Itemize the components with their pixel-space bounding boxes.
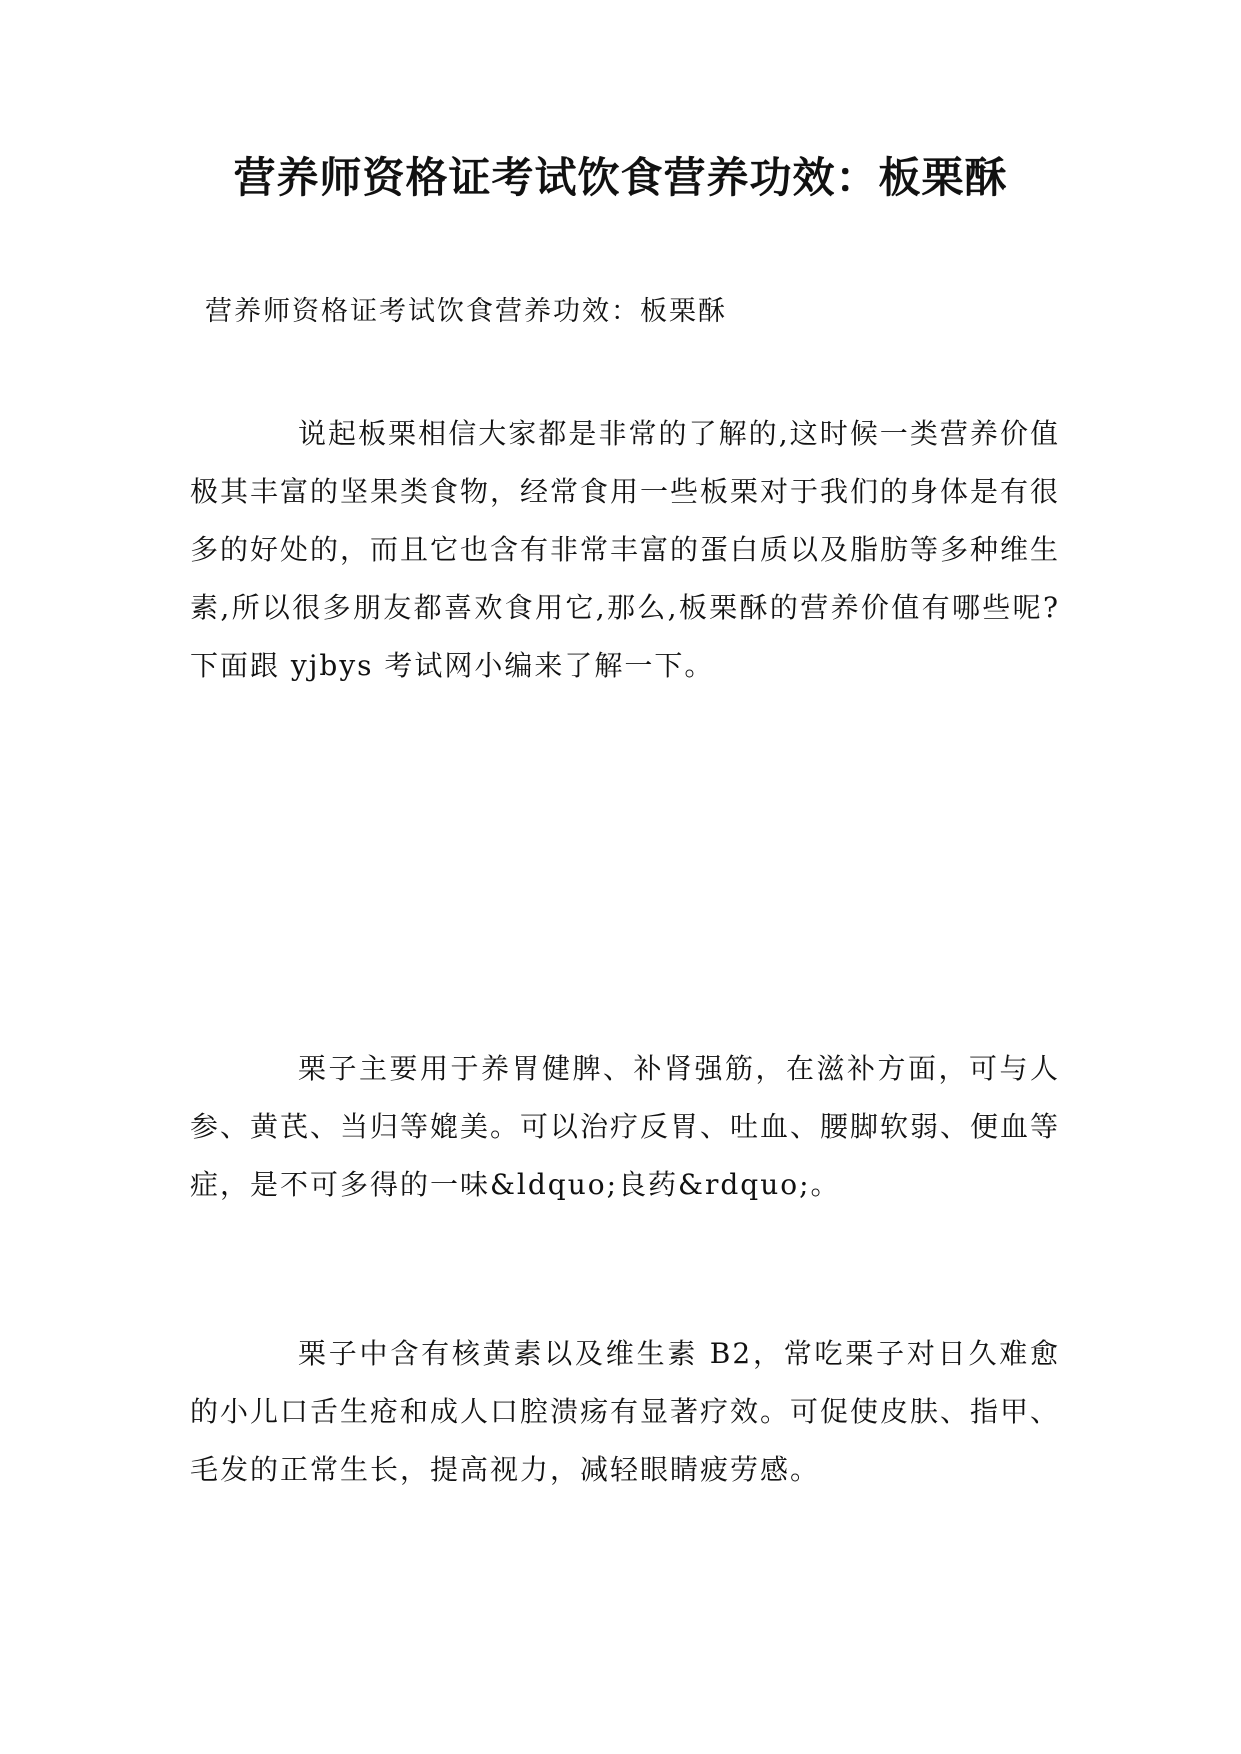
document-subtitle: 营养师资格证考试饮食营养功效：板栗酥 (205, 296, 727, 327)
paragraph-benefits: 栗子主要用于养胃健脾、补肾强筋，在滋补方面，可与人参、黄芪、当归等媲美。可以治疗反胃、吐血、腰脚软弱、便血等症，是不可多得的一味&ldquo;良药&rdquo;。 (190, 1052, 1061, 1201)
paragraph-intro: 说起板栗相信大家都是非常的了解的,这时候一类营养价值极其丰富的坚果类食物，经常食用一些板栗对于我们的身体是有很多的好处的，而且它也含有非常丰富的蛋白质以及脂肪等多种维生素,所以很多朋友都喜欢食用它,那么,板栗酥的营养价值有哪些呢?下面跟 yjbys 考试网小编来了解一下。 (190, 417, 1061, 682)
document-title: 营养师资格证考试饮食营养功效：板栗酥 (233, 153, 1008, 202)
paragraph-vitamins: 栗子中含有核黄素以及维生素 B2，常吃栗子对日久难愈的小儿口舌生疮和成人口腔溃疡有显著疗效。可促使皮肤、指甲、毛发的正常生长，提高视力，减轻眼睛疲劳感。 (190, 1337, 1061, 1486)
